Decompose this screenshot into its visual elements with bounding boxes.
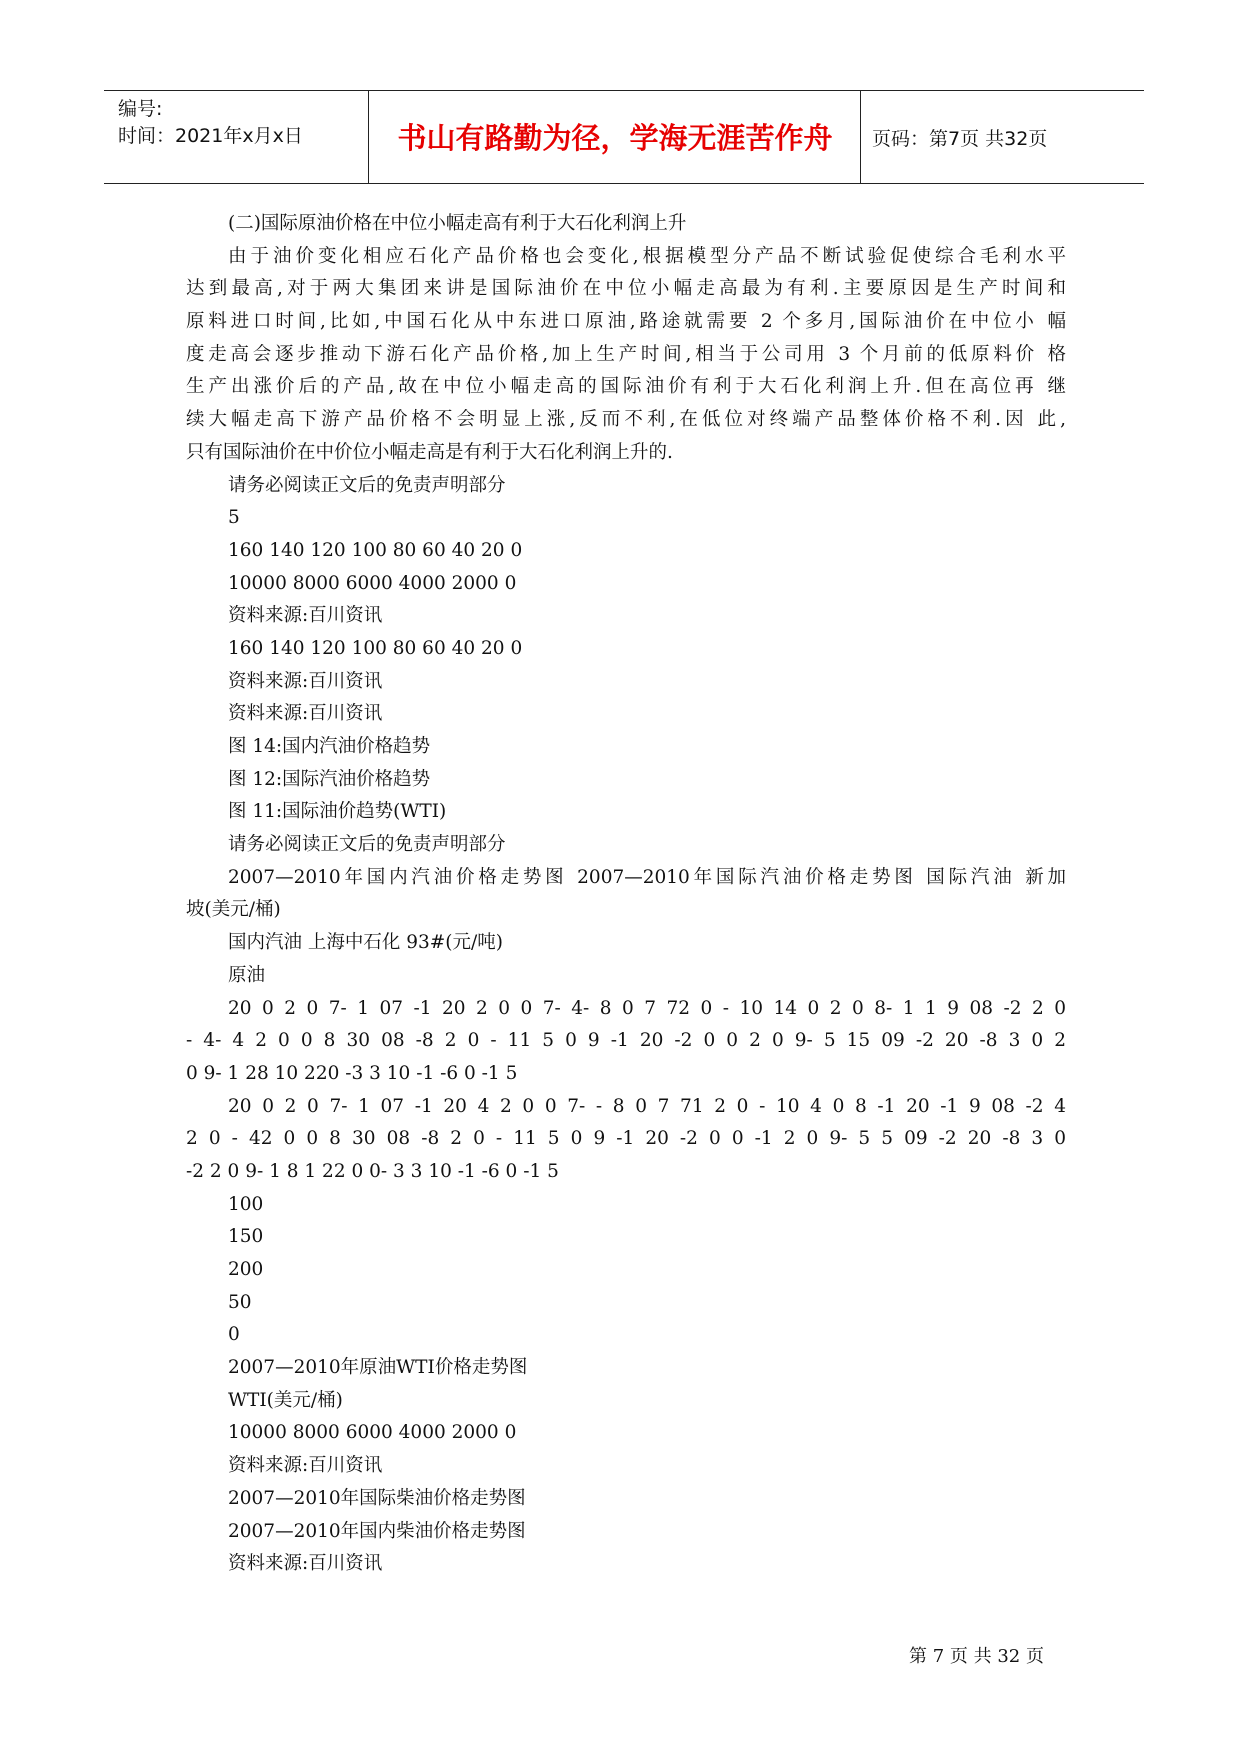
axis-value: 50 xyxy=(228,1291,252,1313)
header-page-number: 页码：第7页 共32页 xyxy=(872,128,1048,150)
document-number-label: 编号: xyxy=(118,98,163,120)
disclaimer-note: 请务必阅读正文后的免责声明部分 xyxy=(228,834,506,856)
header-motto: 书山有路勤为径，学海无涯苦作舟 xyxy=(397,121,833,155)
chart-unit-line: 坡(美元/桶) xyxy=(186,899,281,921)
section-heading: (二)国际原油价格在中位小幅走高有利于大石化利润上升 xyxy=(228,213,687,234)
paragraph-line: 达到最高,对于两大集团来讲是国际油价在中位小幅走高最为有利.主要原因是生产时间和 xyxy=(186,278,1066,300)
axis-values-line: 10000 8000 6000 4000 2000 0 xyxy=(228,572,517,594)
figure-caption: 图 11:国际油价趋势(WTI) xyxy=(228,801,447,823)
source-note: 资料来源:百川资讯 xyxy=(228,1455,383,1477)
source-note: 资料来源:百川资讯 xyxy=(228,1553,383,1575)
paragraph-line: 由于油价变化相应石化产品价格也会变化,根据模型分产品不断试验促使综合毛利水平 xyxy=(228,245,1066,267)
text-line: 5 xyxy=(228,507,240,529)
chart-title-line: 2007—2010年原油WTI价格走势图 xyxy=(228,1357,528,1379)
page-footer: 第 7 页 共 32 页 xyxy=(909,1646,1044,1667)
paragraph-line: 度走高会逐步推动下游石化产品价格,加上生产时间,相当于公司用 3 个月前的低原料价 格 xyxy=(186,343,1066,365)
header-divider-left xyxy=(368,90,369,183)
chart-title-line: 2007—2010年国内汽油价格走势图 2007—2010年国际汽油价格走势图 国际汽油 新加 xyxy=(228,866,1066,888)
axis-values-line: 10000 8000 6000 4000 2000 0 xyxy=(228,1422,517,1444)
date-axis-line: 0 9- 1 28 10 220 -3 3 10 -1 -6 0 -1 5 xyxy=(186,1062,518,1084)
date-axis-line: 2 0 - 42 0 0 8 30 08 -8 2 0 - 11 5 0 9 -1 20 -2 0 0 -1 2 0 9- 5 5 09 -2 20 -8 3 0 xyxy=(186,1128,1066,1150)
series-label: 国内汽油 上海中石化 93#(元/吨) xyxy=(228,932,503,954)
series-label: 原油 xyxy=(228,964,266,986)
axis-values-line: 160 140 120 100 80 60 40 20 0 xyxy=(228,539,523,561)
paragraph-line: 续大幅走高下游产品价格不会明显上涨,反而不利,在低位对终端产品整体价格不利.因 此, xyxy=(186,409,1066,431)
header-divider-right xyxy=(860,90,861,183)
document-body xyxy=(186,208,1066,1581)
chart-title-line: 2007—2010年国内柴油价格走势图 xyxy=(228,1520,526,1542)
source-note: 资料来源:百川资讯 xyxy=(228,605,383,627)
source-note: 资料来源:百川资讯 xyxy=(228,670,383,692)
header-bottom-rule xyxy=(104,183,1144,184)
paragraph-line: 生产出涨价后的产品,故在中位小幅走高的国际油价有利于大石化利润上升.但在高位再 继 xyxy=(186,376,1066,398)
axis-value: 100 xyxy=(228,1193,264,1215)
axis-value: 200 xyxy=(228,1259,264,1280)
figure-caption: 图 14:国内汽油价格趋势 xyxy=(228,736,431,757)
chart-title-line: 2007—2010年国际柴油价格走势图 xyxy=(228,1487,526,1509)
date-axis-line: 20 0 2 0 7- 1 07 -1 20 4 2 0 0 7- - 8 0 7 71 2 0 - 10 4 0 8 -1 20 -1 9 08 -2 4 xyxy=(228,1095,1066,1117)
date-axis-line: -2 2 0 9- 1 8 1 22 0 0- 3 3 10 -1 -6 0 -1 5 xyxy=(186,1160,559,1182)
axis-value: 150 xyxy=(228,1226,264,1248)
paragraph-line: 只有国际油价在中价位小幅走高是有利于大石化利润上升的. xyxy=(186,441,673,463)
header-top-rule xyxy=(104,90,1144,91)
date-axis-line: - 4- 4 2 0 0 8 30 08 -8 2 0 - 11 5 0 9 -1 20 -2 0 0 2 0 9- 5 15 09 -2 20 -8 3 0 2 xyxy=(186,1030,1066,1052)
date-axis-line: 20 0 2 0 7- 1 07 -1 20 2 0 0 7- 4- 8 0 7 72 0 - 10 14 0 2 0 8- 1 1 9 08 -2 2 0 xyxy=(228,997,1066,1019)
figure-caption: 图 12:国际汽油价格趋势 xyxy=(228,768,431,790)
document-time-label: 时间：2021年x月x日 xyxy=(118,125,303,147)
source-note: 资料来源:百川资讯 xyxy=(228,703,383,725)
disclaimer-note: 请务必阅读正文后的免责声明部分 xyxy=(228,474,506,496)
axis-values-line: 160 140 120 100 80 60 40 20 0 xyxy=(228,637,523,659)
chart-unit-line: WTI(美元/桶) xyxy=(228,1389,343,1411)
axis-value: 0 xyxy=(228,1324,240,1346)
paragraph-line: 原料进口时间,比如,中国石化从中东进口原油,路途就需要 2 个多月,国际油价在中位小 幅 xyxy=(186,311,1066,333)
